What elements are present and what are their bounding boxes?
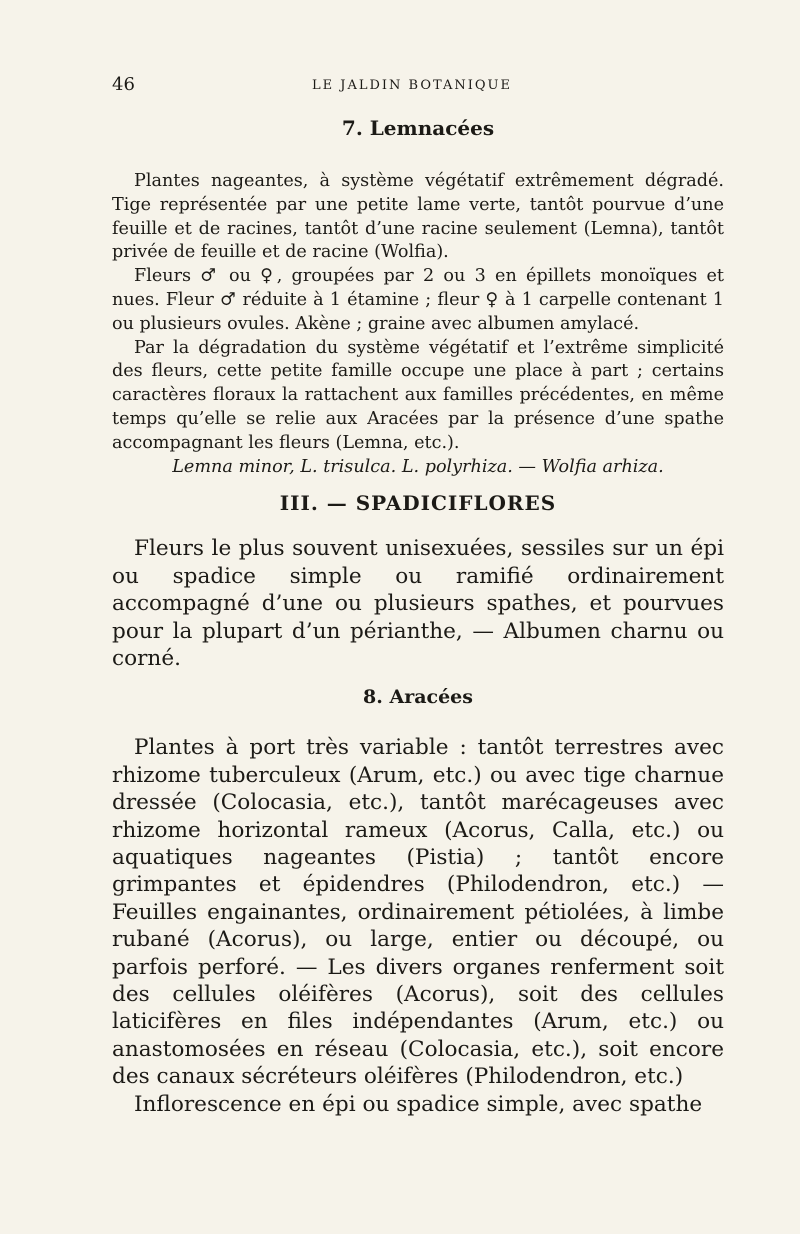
paragraph: Plantes à port très variable : tantôt terrestres avec rhizome tuberculeux (Arum, etc.) ou avec tige charnue dressée (Colocasia, etc.), tantôt marécageuses avec rhizome horizontal rameux (Acorus, Calla, etc.) ou aquatiques nageantes (Pistia) ; tantôt encore grimpantes et épidendres (Philodendron, etc.) — Feuilles engainantes, ordinairement pétiolées, à limbe rubané (Acorus), ou large, entier ou découpé, ou parfois perforé. — Les divers organes renferment soit des cellules oléifères (Acorus), soit des cellules laticifères en files indépendantes (Arum, etc.) ou anastomosées en réseau (Colocasia, etc.), soit encore des canaux sécréteurs oléifères (Philodendron, etc.) bbox=[112, 735, 724, 1090]
paragraph: Plantes nageantes, à système végétatif extrêmement dégradé. Tige représentée par une petite lame verte, tantôt pourvue d’une feuille et de racines, tantôt d’une racine seulement (Lemna), tantôt privée de feuille et de racine (Wolfia). bbox=[112, 171, 724, 263]
section-heading-aracees: 8. Aracées bbox=[363, 686, 473, 709]
paragraph: Inflorescence en épi ou spadice simple, avec spathe bbox=[134, 1091, 703, 1117]
paragraph: Fleurs ♂ ou ♀, groupées par 2 ou 3 en épillets monoïques et nues. Fleur ♂ réduite à 1 étamine ; fleur ♀ à 1 carpelle contenant 1 ou plusieurs ovules. Akène ; graine avec albumen amylacé. bbox=[112, 266, 724, 334]
section-heading-spadiciflores: III. — SPADICIFLORES bbox=[279, 491, 557, 516]
section-heading-lemnacees: 7. Lemnacées bbox=[341, 116, 495, 140]
section-aracees bbox=[112, 686, 724, 1118]
paragraph: Fleurs le plus souvent unisexuées, sessiles sur un épi ou spadice simple ou ramifié ordinairement accompagné d’une ou plusieurs spathes, et pourvues pour la plupart d’un périanthe, — Albumen charnu ou corné. bbox=[112, 536, 724, 671]
paragraph: Par la dégradation du système végétatif et l’extrême simplicité des fleurs, cette petite famille occupe une place à part ; certains caractères floraux la rattachent aux familles précédentes, en même temps qu’elle se relie aux Aracées par la présence d’une spathe accompagnant les fleurs (Lemna, etc.). bbox=[112, 337, 724, 453]
page-header bbox=[112, 70, 724, 100]
species-list: Lemna minor, L. trisulca. L. polyrhiza. — Wolfia arhiza. bbox=[172, 456, 664, 477]
running-title: LE JALDIN BOTANIQUE bbox=[312, 78, 512, 93]
book-page bbox=[112, 70, 724, 1118]
section-spadiciflores bbox=[112, 491, 724, 672]
page-number: 46 bbox=[112, 74, 135, 95]
section-lemnacees bbox=[112, 116, 724, 479]
